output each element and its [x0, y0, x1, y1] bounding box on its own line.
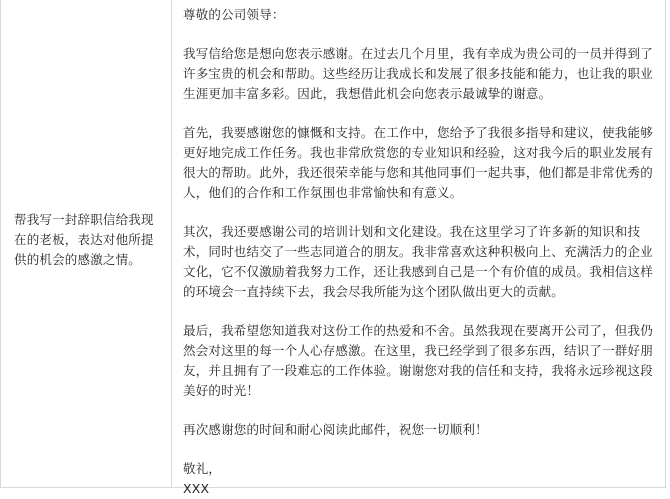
letter-paragraph: 首先，我要感谢您的慷慨和支持。在工作中，您给予了我很多指导和建议，使我能够更好地完成工作任务。我也非常欣赏您的专业知识和经验，这对我今后的职业发展有很大的帮助。此外，我还很荣幸能与您和其他同事们一起共事，他们都是非常优秀的人，他们的合作和工作氛围也非常愉快和有意义。: [183, 125, 653, 200]
prompt-cell: [1, 0, 172, 487]
letter-closing: 敬礼，: [183, 461, 222, 476]
letter-paragraph: 再次感谢您的时间和耐心阅读此邮件，祝您一切顺利！: [183, 422, 488, 437]
letter-greeting: 尊敬的公司领导：: [183, 7, 285, 22]
letter-paragraph: 我写信给您是想向您表示感谢。在过去几个月里，我有幸成为贵公司的一员并得到了许多宝贵的机会和帮助。这些经历让我成长和发展了很多技能和能力，也让我的职业生涯更加丰富多彩。因此，我想借此机会向您表示最诚挚的谢意。: [183, 46, 653, 101]
letter-signature: XXX: [183, 481, 210, 496]
letter-paragraph: 最后，我希望您知道我对这份工作的热爱和不舍。虽然我现在要离开公司了，但我仍然会对这里的每一个人心存感激。在这里，我已经学到了很多东西，结识了一群好朋友，并且拥有了一段难忘的工作体验。谢谢您对我的信任和支持，我将永远珍视这段美好的时光！: [183, 323, 653, 398]
prompt-text: 帮我写一封辞职信给我现在的老板，表达对他所提供的机会的感激之情。: [14, 212, 154, 267]
letter-paragraph: 其次，我还要感谢公司的培训计划和文化建设。我在这里学习了许多新的知识和技术，同时也结交了一些志同道合的朋友。我非常喜欢这种积极向上、充满活力的企业文化，它不仅激励着我努力工作，还让我感到自己是一个有价值的成员。我相信这样的环境会一直持续下去，我会尽我所能为这个团队做出更大的贡献。: [183, 224, 653, 299]
response-cell: [172, 0, 665, 496]
